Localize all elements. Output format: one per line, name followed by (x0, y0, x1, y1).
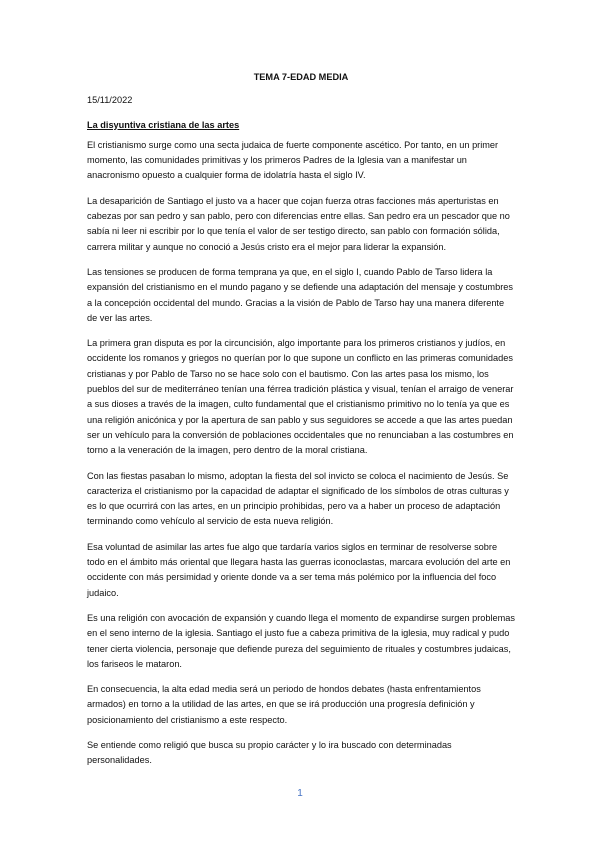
document-body (87, 70, 515, 779)
section-heading: La disyuntiva cristiana de las artes (87, 119, 240, 130)
page-number: 1 (297, 788, 303, 799)
paragraph: Las tensiones se producen de forma temprana ya que, en el siglo I, cuando Pablo de Tarso lidera la expansión del cristianismo en el mundo pagano y se defiende una adaptación del mensaje y costumbres a la concepción occidental del mundo. Gracias a la visión de Pablo de Tarso hay una manera diferente de ver las artes. (87, 266, 513, 323)
document-title: TEMA 7-EDAD MEDIA (253, 72, 349, 82)
paragraph: Se entiende como religió que busca su propio carácter y lo ira buscado con determinadas personalidades. (87, 739, 452, 766)
paragraph: Esa voluntad de asimilar las artes fue algo que tardaría varios siglos en terminar de resolverse sobre todo en el ámbito más oriental que llegara hasta las guerras iconoclastas, marcara evolución del arte en occidente con más persimidad y oriente donde va a ser tema más polémico por la influencia del foco judaico. (87, 541, 511, 598)
paragraph: La desaparición de Santiago el justo va a hacer que cojan fuerza otras facciones más aperturistas en cabezas por san pedro y san pablo, pero con diferencias entre ellas. San pedro era un pescador que no sabía ni leer ni escribir por lo que tenía el valor de ser testigo directo, san pablo con formación sólida, carrera militar y aunque no conoció a Jesús cristo era el mejor para liderar la expansión. (87, 195, 510, 252)
paragraph: La primera gran disputa es por la circuncisión, algo importante para los primeros cristianos y judíos, en occidente los romanos y griegos no querían por lo que supone un conflicto en las primeras comunidades cristianas y por Pablo de Tarso no se hace solo con el bautismo. Con las artes pasa los mismo, los pueblos del sur de mediterráneo tenían una férrea tradición plástica y visual, tenían el arraigo de venerar a sus dioses a través de la imagen, culto fundamental que el cristianismo primitivo no lo tenía ya que es una religión anicónica y por la apertura de san pablo y sus seguidores se accede a que las artes puedan ser un vehículo para la conversión de poblaciones occidentales que no renunciaban a las costumbres en torno a la veneración de la imagen, pero dentro de la moral cristiana. (87, 338, 514, 456)
paragraph: Con las fiestas pasaban lo mismo, adoptan la fiesta del sol invicto se coloca el nacimiento de Jesús. Se caracteriza el cristianismo por la capacidad de adaptar el significado de los símbolos de otras culturas y es lo que ocurrirá con las artes, en un principio prohibidas, pero va a haber un proceso de adaptación terminando como vehículo al servicio de esta nueva religión. (87, 470, 509, 527)
paragraph: Es una religión con avocación de expansión y cuando llega el momento de expandirse surgen problemas en el seno interno de la iglesia. Santiago el justo fue a cabeza primitiva de la iglesia, muy radical y pudo tener cierta violencia, personaje que defiende pureza del seguimiento de rituales y costumbres judaicas, los fariseos le mataron. (87, 612, 515, 669)
paragraph: El cristianismo surge como una secta judaica de fuerte componente ascético. Por tanto, en un primer momento, las comunidades primitivas y los primeros Padres de la Iglesia van a manifestar un anacronismo opuesto a cualquier forma de idolatría hasta el siglo IV. (87, 139, 499, 181)
document-date: 15/11/2022 (87, 95, 133, 106)
paragraph: En consecuencia, la alta edad media será un periodo de hondos debates (hasta enfrentamientos armados) en torno a la utilidad de las artes, en que se irá producción una progresía definición y posicionamiento del cristianismo a este respecto. (87, 684, 481, 725)
